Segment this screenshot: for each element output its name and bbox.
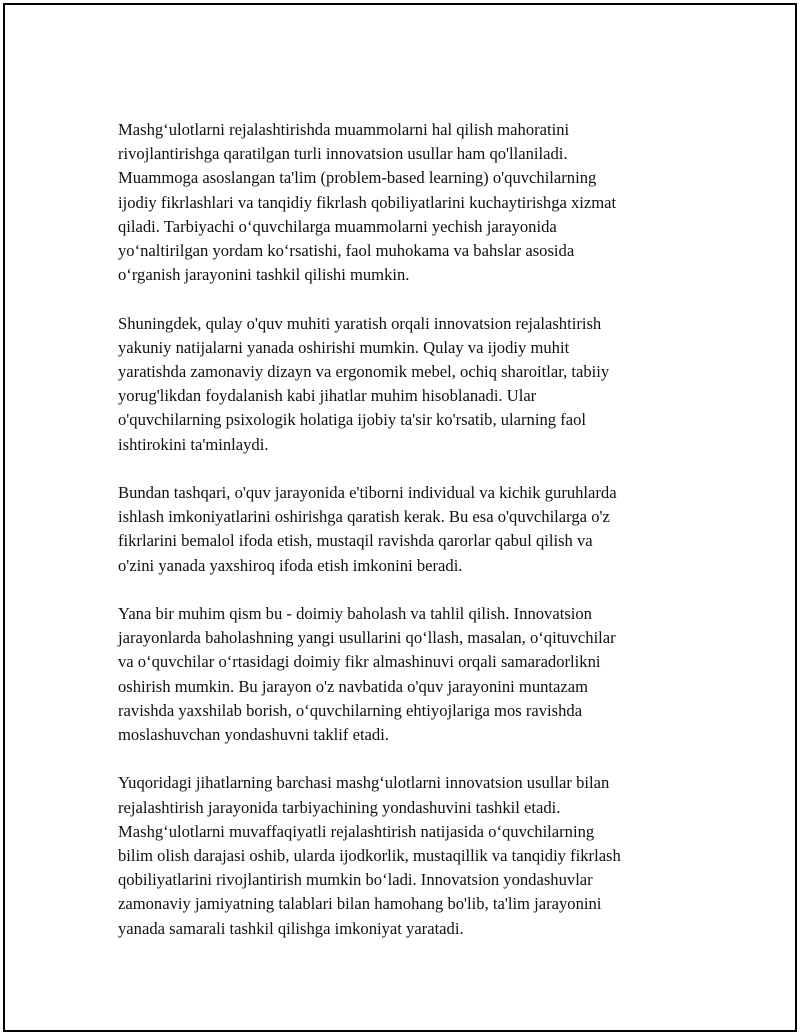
paragraph-line: Muammoga asoslangan ta'lim (problem-based learning) o'quvchilarning: [118, 168, 597, 188]
paragraph-line: qobiliyatlarini rivojlantirish mumkin bo‘ladi. Innovatsion yondashuvlar: [118, 870, 593, 890]
paragraph-line: Shuningdek, qulay o'quv muhiti yaratish orqali innovatsion rejalashtirish: [118, 313, 602, 333]
paragraph-line: rejalashtirish jarayonida tarbiyachining yondashuvini tashkil etadi.: [118, 797, 561, 817]
paragraph-line: oshirish mumkin. Bu jarayon o'z navbatida o'quv jarayonini muntazam: [118, 676, 589, 696]
paragraph-line: yo‘naltirilgan yordam ko‘rsatishi, faol muhokama va bahslar asosida: [118, 241, 575, 261]
paragraph-line: o‘rganish jarayonini tashkil qilishi mumkin.: [118, 265, 410, 285]
paragraph-4: [118, 602, 698, 747]
paragraph-line: bilim olish darajasi oshib, ularda ijodkorlik, mustaqillik va tanqidiy fikrlash: [118, 846, 621, 866]
paragraph-1: [118, 118, 698, 287]
paragraph-line: yorug'likdan foydalanish kabi jihatlar muhim hisoblanadi. Ular: [118, 386, 537, 406]
paragraph-line: Yana bir muhim qism bu - doimiy baholash va tahlil qilish. Innovatsion: [118, 604, 592, 624]
paragraph-line: yakuniy natijalarni yanada oshirishi mumkin. Qulay va ijodiy muhit: [118, 337, 570, 357]
paragraph-line: ishlash imkoniyatlarini oshirishga qaratish kerak. Bu esa o'quvchilarga o'z: [118, 507, 610, 527]
paragraph-line: rivojlantirishga qaratilgan turli innovatsion usullar ham qo'llaniladi.: [118, 144, 568, 164]
paragraph-line: va o‘quvchilar o‘rtasidagi doimiy fikr almashinuvi orqali samaradorlikni: [118, 652, 601, 672]
paragraph-line: ishtirokini ta'minlaydi.: [118, 434, 269, 454]
paragraph-line: yaratishda zamonaviy dizayn va ergonomik mebel, ochiq sharoitlar, tabiiy: [118, 362, 610, 382]
paragraph-3: [118, 481, 698, 578]
paragraph-line: yanada samarali tashkil qilishga imkoniyat yaratadi.: [118, 918, 464, 938]
paragraph-2: [118, 312, 698, 457]
paragraph-line: ravishda yaxshilab borish, o‘quvchilarning ehtiyojlariga mos ravishda: [118, 700, 583, 720]
paragraph-line: o'zini yanada yaxshiroq ifoda etish imkonini beradi.: [118, 555, 463, 575]
document-body: [118, 118, 698, 941]
paragraph-5: [118, 771, 698, 940]
paragraph-line: qiladi. Tarbiyachi o‘quvchilarga muammolarni yechish jarayonida: [118, 216, 557, 236]
paragraph-line: jarayonlarda baholashning yangi usullarini qo‘llash, masalan, o‘qituvchilar: [118, 628, 616, 648]
paragraph-line: fikrlarini bemalol ifoda etish, mustaqil ravishda qarorlar qabul qilish va: [118, 531, 593, 551]
paragraph-line: o'quvchilarning psixologik holatiga ijobiy ta'sir ko'rsatib, ularning faol: [118, 410, 586, 430]
paragraph-line: Mashg‘ulotlarni muvaffaqiyatli rejalashtirish natijasida o‘quvchilarning: [118, 821, 595, 841]
paragraph-line: Mashg‘ulotlarni rejalashtirishda muammolarni hal qilish mahoratini: [118, 120, 570, 139]
paragraph-line: moslashuvchan yondashuvni taklif etadi.: [118, 725, 389, 745]
paragraph-line: Yuqoridagi jihatlarning barchasi mashg‘ulotlarni innovatsion usullar bilan: [118, 773, 610, 793]
paragraph-line: Bundan tashqari, o'quv jarayonida e'tiborni individual va kichik guruhlarda: [118, 483, 617, 503]
paragraph-line: zamonaviy jamiyatning talablari bilan hamohang bo'lib, ta'lim jarayonini: [118, 894, 602, 914]
paragraph-line: ijodiy fikrlashlari va tanqidiy fikrlash qobiliyatlarini kuchaytirishga xizmat: [118, 192, 617, 212]
